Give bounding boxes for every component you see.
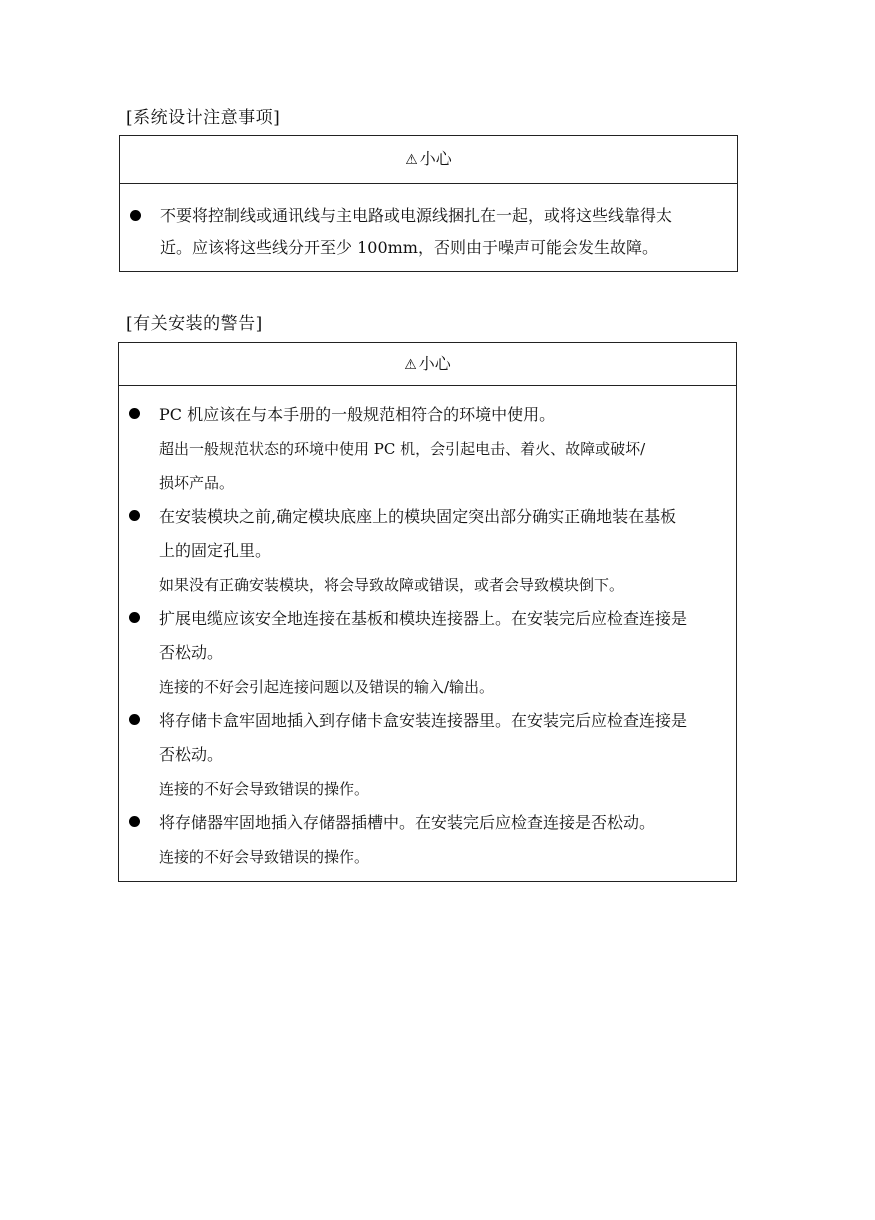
bullet-item: [120, 200, 737, 264]
item-text-line: 将存储卡盒牢固地插入到存储卡盒安装连接器里。在安装完后应检查连接是: [159, 711, 688, 730]
bullet-item: [119, 806, 736, 874]
item-text-line: 否松动。: [159, 745, 224, 764]
bullet-item: [119, 398, 736, 500]
bullet-item: [119, 602, 736, 704]
caution-box-body: [119, 386, 736, 874]
item-note-line: 超出一般规范状态的环境中使用 PC 机，会引起电击、着火、故障或破坏/: [159, 440, 646, 458]
item-note-line: 连接的不好会引起连接问题以及错误的输入/输出。: [159, 678, 495, 696]
item-text-line: 将存储器牢固地插入存储器插槽中。在安装完后应检查连接是否松动。: [159, 813, 656, 832]
section-heading-installation-warning: [有关安装的警告]: [126, 314, 263, 334]
bullet-icon: [129, 714, 140, 725]
item-text-line: 近。应该将这些线分开至少 100mm，否则由于噪声可能会发生故障。: [160, 238, 658, 257]
item-text-line: 不要将控制线或通讯线与主电路或电源线捆扎在一起，或将这些线靠得太: [160, 206, 673, 225]
bullet-icon: [129, 408, 140, 419]
bullet-item: [119, 704, 736, 806]
caution-icon: ⚠: [405, 152, 418, 168]
caution-icon: ⚠: [404, 357, 417, 373]
bullet-item: [119, 500, 736, 602]
item-note-line: 如果没有正确安装模块，将会导致故障或错误，或者会导致模块倒下。: [159, 576, 625, 594]
item-text-line: 否松动。: [159, 643, 224, 662]
bullet-icon: [130, 210, 141, 221]
caution-box-header: [119, 343, 736, 386]
bullet-icon: [129, 510, 140, 521]
item-text-line: 扩展电缆应该安全地连接在基板和模块连接器上。在安装完后应检查连接是: [159, 609, 688, 628]
item-note-line: 连接的不好会导致错误的操作。: [159, 848, 370, 866]
bullet-icon: [129, 816, 140, 827]
item-text-line: 上的固定孔里。: [159, 541, 272, 560]
caution-box-installation: [118, 342, 737, 882]
caution-header-label: 小心: [419, 149, 452, 168]
bullet-icon: [129, 612, 140, 623]
item-text-line: PC 机应该在与本手册的一般规范相符合的环境中使用。: [159, 405, 556, 424]
item-text-line: 在安装模块之前,确定模块底座上的模块固定突出部分确实正确地装在基板: [159, 507, 677, 526]
item-note-line: 连接的不好会导致错误的操作。: [159, 780, 370, 798]
caution-box-system-design: [119, 135, 738, 272]
section-heading-system-design: [系统设计注意事项]: [126, 108, 281, 128]
caution-box-body: [120, 184, 737, 264]
caution-box-header: [120, 136, 737, 184]
caution-header-label: 小心: [418, 354, 451, 373]
item-note-line: 损坏产品。: [159, 474, 235, 492]
